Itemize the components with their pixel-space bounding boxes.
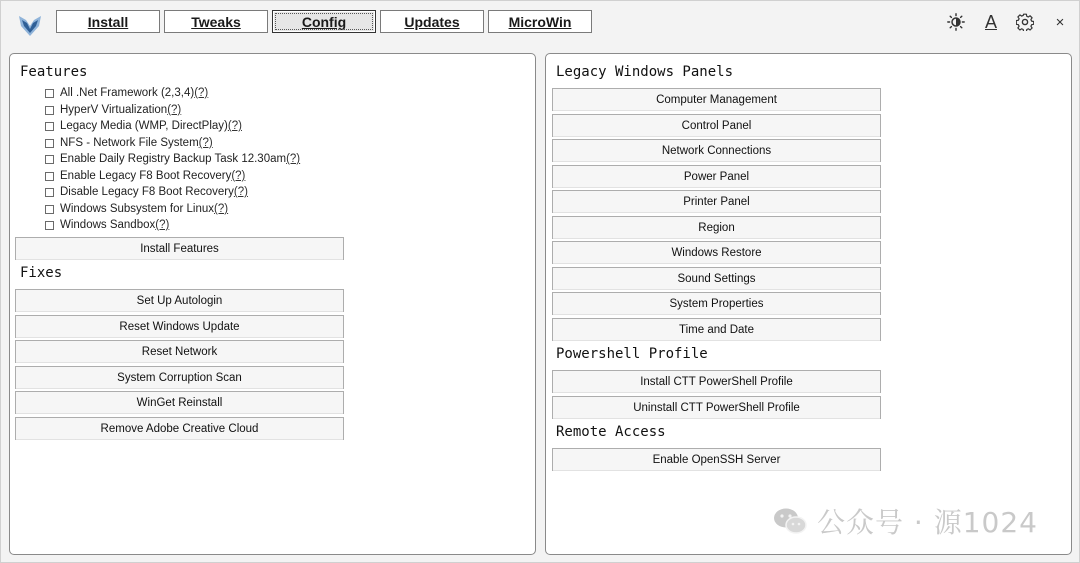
- sound-settings-button[interactable]: Sound Settings: [552, 267, 881, 290]
- reset-network-button[interactable]: Reset Network: [15, 340, 344, 363]
- help-link[interactable]: (?): [231, 170, 246, 182]
- feature-dotnet[interactable]: [45, 85, 208, 101]
- feature-hyperv[interactable]: [45, 102, 181, 118]
- right-panel: [545, 53, 1072, 555]
- region-button[interactable]: Region: [552, 216, 881, 239]
- help-link[interactable]: (?): [167, 104, 182, 116]
- feature-legacy-media[interactable]: [45, 118, 242, 134]
- system-corruption-scan-button[interactable]: System Corruption Scan: [15, 366, 344, 389]
- tab-microwin[interactable]: MicroWin: [488, 10, 592, 33]
- close-icon[interactable]: ×: [1055, 13, 1065, 31]
- feature-enable-f8[interactable]: [45, 168, 245, 184]
- tab-config[interactable]: Config: [272, 10, 376, 33]
- autologin-button[interactable]: Set Up Autologin: [15, 289, 344, 312]
- feature-sandbox[interactable]: [45, 217, 169, 233]
- uninstall-ctt-profile-button[interactable]: Uninstall CTT PowerShell Profile: [552, 396, 881, 419]
- checkbox[interactable]: [45, 172, 54, 181]
- power-panel-button[interactable]: Power Panel: [552, 165, 881, 188]
- watermark: [773, 501, 1038, 541]
- reset-windows-update-button[interactable]: Reset Windows Update: [15, 315, 344, 338]
- left-panel: [9, 53, 536, 555]
- checkbox[interactable]: [45, 205, 54, 214]
- checkbox[interactable]: [45, 122, 54, 131]
- help-link[interactable]: (?): [233, 186, 248, 198]
- install-features-button[interactable]: Install Features: [15, 237, 344, 260]
- powershell-profile-title: Powershell Profile: [556, 346, 708, 362]
- fixes-title: Fixes: [20, 265, 63, 281]
- install-ctt-profile-button[interactable]: Install CTT PowerShell Profile: [552, 370, 881, 393]
- help-link[interactable]: (?): [286, 153, 301, 165]
- feature-label: Enable Legacy F8 Boot Recovery: [60, 170, 232, 182]
- tab-updates[interactable]: Updates: [380, 10, 484, 33]
- checkbox[interactable]: [45, 139, 54, 148]
- feature-wsl[interactable]: [45, 201, 228, 217]
- feature-label: HyperV Virtualization: [60, 104, 168, 116]
- feature-label: Disable Legacy F8 Boot Recovery: [60, 186, 234, 198]
- help-link[interactable]: (?): [214, 203, 229, 215]
- help-link[interactable]: (?): [194, 87, 209, 99]
- font-scale-icon[interactable]: A: [984, 11, 997, 32]
- control-panel-button[interactable]: Control Panel: [552, 114, 881, 137]
- feature-disable-f8[interactable]: [45, 184, 248, 200]
- watermark-text: 公众号 · 源1024: [817, 506, 1038, 539]
- checkbox[interactable]: [45, 89, 54, 98]
- printer-panel-button[interactable]: Printer Panel: [552, 190, 881, 213]
- feature-registry-backup[interactable]: [45, 151, 300, 167]
- winget-reinstall-button[interactable]: WinGet Reinstall: [15, 391, 344, 414]
- time-and-date-button[interactable]: Time and Date: [552, 318, 881, 341]
- network-connections-button[interactable]: Network Connections: [552, 139, 881, 162]
- computer-management-button[interactable]: Computer Management: [552, 88, 881, 111]
- system-properties-button[interactable]: System Properties: [552, 292, 881, 315]
- tab-install[interactable]: Install: [56, 10, 160, 33]
- help-link[interactable]: (?): [155, 219, 170, 231]
- legacy-panels-title: Legacy Windows Panels: [556, 64, 734, 80]
- features-title: Features: [20, 64, 88, 80]
- app-logo-icon: [17, 12, 43, 38]
- help-link[interactable]: (?): [227, 120, 242, 132]
- wechat-icon: [773, 507, 807, 535]
- remove-adobe-cc-button[interactable]: Remove Adobe Creative Cloud: [15, 417, 344, 440]
- tab-tweaks[interactable]: Tweaks: [164, 10, 268, 33]
- feature-nfs[interactable]: [45, 135, 213, 151]
- checkbox[interactable]: [45, 188, 54, 197]
- checkbox[interactable]: [45, 221, 54, 230]
- feature-label: NFS - Network File System: [60, 137, 199, 149]
- feature-label: All .Net Framework (2,3,4): [60, 87, 195, 99]
- help-link[interactable]: (?): [198, 137, 213, 149]
- feature-label: Windows Sandbox: [60, 219, 156, 231]
- checkbox[interactable]: [45, 106, 54, 115]
- enable-openssh-button[interactable]: Enable OpenSSH Server: [552, 448, 881, 471]
- theme-toggle-icon[interactable]: [945, 11, 967, 33]
- remote-access-title: Remote Access: [556, 424, 666, 440]
- feature-label: Enable Daily Registry Backup Task 12.30am: [60, 153, 287, 165]
- windows-restore-button[interactable]: Windows Restore: [552, 241, 881, 264]
- feature-label: Windows Subsystem for Linux: [60, 203, 215, 215]
- feature-label: Legacy Media (WMP, DirectPlay): [60, 120, 228, 132]
- checkbox[interactable]: [45, 155, 54, 164]
- settings-gear-icon[interactable]: [1014, 11, 1036, 33]
